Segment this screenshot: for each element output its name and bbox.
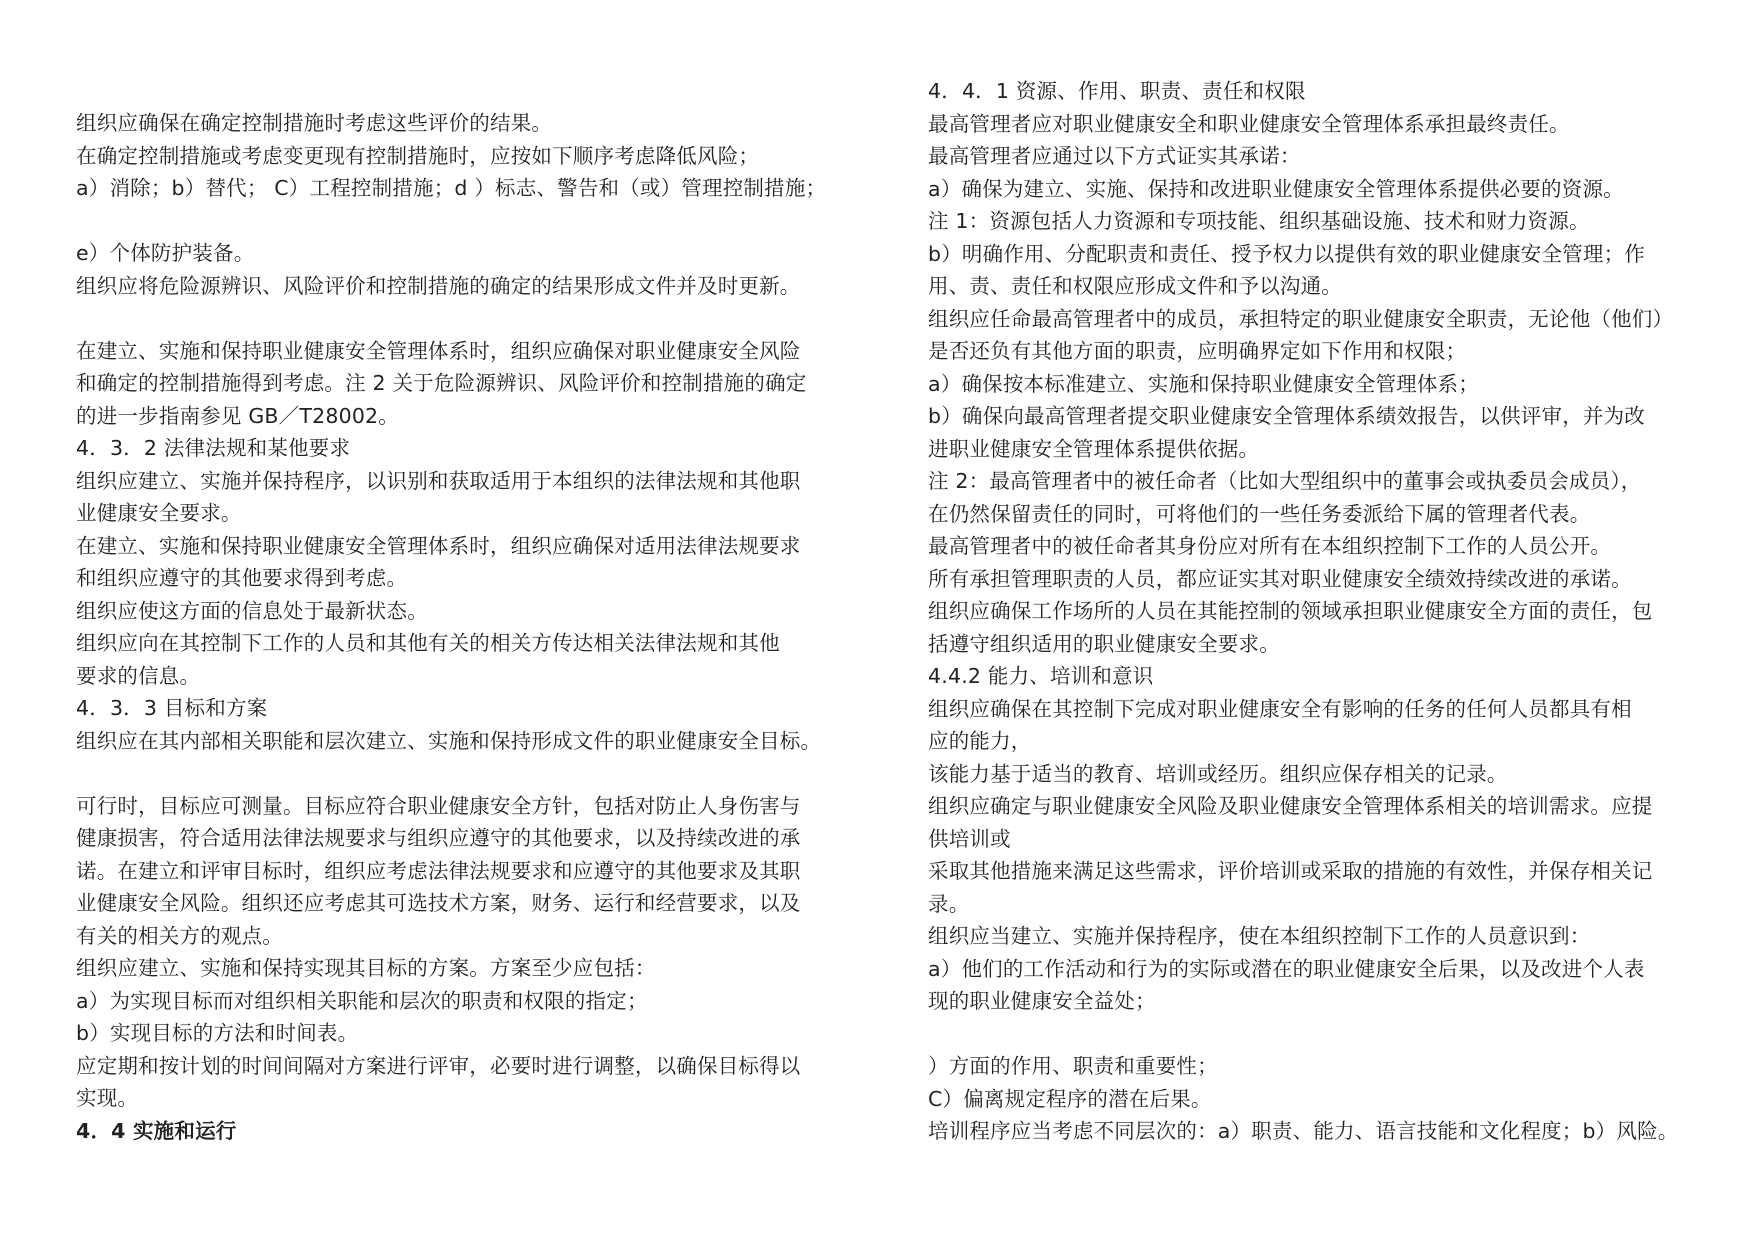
left-column bbox=[76, 107, 856, 1147]
right-column bbox=[928, 75, 1698, 1148]
text-line: b）明确作用、分配职责和责任、授予权力以提供有效的职业健康安全管理；作 bbox=[928, 241, 1646, 266]
text-line: 的进一步指南参见 GB／T28002。 bbox=[76, 403, 400, 428]
blank-line bbox=[76, 302, 856, 335]
text-line: 培训程序应当考虑不同层次的：a）职责、能力、语言技能和文化程度；b）风险。 bbox=[928, 1119, 1679, 1143]
text-line: 括遵守组织适用的职业健康安全要求。 bbox=[928, 631, 1280, 656]
text-line: 采取其他措施来满足这些需求，评价培训或采取的措施的有效性，并保存相关记 bbox=[928, 859, 1653, 883]
text-line: 组织应建立、实施并保持程序，以识别和获取适用于本组织的法律法规和其他职 bbox=[76, 468, 801, 493]
text-line: 最高管理者应通过以下方式证实其承诺： bbox=[928, 144, 1301, 168]
text-line: a）消除；b）替代； C）工程控制措施；d ）标志、警告和（或）管理控制措施； bbox=[76, 176, 827, 200]
text-line: 所有承担管理职责的人员，都应证实其对职业健康安全绩效持续改进的承诺。 bbox=[928, 566, 1632, 591]
blank-line bbox=[76, 205, 856, 238]
text-line: C）偏离规定程序的潜在后果。 bbox=[928, 1086, 1212, 1111]
text-line: 组织应确定与职业健康安全风险及职业健康安全管理体系相关的培训需求。应提 bbox=[928, 794, 1653, 818]
text-line: a）确保按本标准建立、实施和保持职业健康安全管理体系； bbox=[928, 371, 1479, 396]
section-heading: 4．4 实施和运行 bbox=[76, 1118, 237, 1143]
text-line: b）实现目标的方法和时间表。 bbox=[76, 1021, 359, 1045]
text-line: 在建立、实施和保持职业健康安全管理体系时，组织应确保对适用法律法规要求 bbox=[76, 533, 801, 558]
text-line: 应的能力， bbox=[928, 729, 1032, 753]
text-line: 在建立、实施和保持职业健康安全管理体系时，组织应确保对职业健康安全风险 bbox=[76, 338, 801, 363]
text-line: 业健康安全风险。组织还应考虑其可选技术方案，财务、运行和经营要求，以及 bbox=[76, 891, 801, 915]
text-line: 应定期和按计划的时间间隔对方案进行评审，必要时进行调整，以确保目标得以 bbox=[76, 1053, 801, 1078]
text-line: 组织应确保在其控制下完成对职业健康安全有影响的任务的任何人员都具有相 bbox=[928, 696, 1632, 721]
text-line: 组织应向在其控制下工作的人员和其他有关的相关方传达相关法律法规和其他 bbox=[76, 631, 780, 655]
text-line: 组织应在其内部相关职能和层次建立、实施和保持形成文件的职业健康安全目标。 bbox=[76, 728, 822, 753]
text-line: b）确保向最高管理者提交职业健康安全管理体系绩效报告，以供评审，并为改 bbox=[928, 404, 1646, 428]
text-line: 最高管理者应对职业健康安全和职业健康安全管理体系承担最终责任。 bbox=[928, 111, 1570, 136]
text-line: a）他们的工作活动和行为的实际或潜在的职业健康安全后果，以及改进个人表 bbox=[928, 956, 1645, 981]
blank-line bbox=[928, 1018, 1698, 1051]
text-line: a）确保为建立、实施、保持和改进职业健康安全管理体系提供必要的资源。 bbox=[928, 176, 1624, 201]
text-line: 组织应确保工作场所的人员在其能控制的领域承担职业健康安全方面的责任，包 bbox=[928, 599, 1653, 623]
text-line: e）个体防护装备。 bbox=[76, 241, 255, 265]
text-line: 最高管理者中的被任命者其身份应对所有在本组织控制下工作的人员公开。 bbox=[928, 534, 1612, 558]
text-line: 4.4.2 能力、培训和意识 bbox=[928, 664, 1154, 688]
text-line: 在仍然保留责任的同时，可将他们的一些任务委派给下属的管理者代表。 bbox=[928, 501, 1591, 526]
text-line: 该能力基于适当的教育、培训或经历。组织应保存相关的记录。 bbox=[928, 761, 1508, 786]
text-line: 组织应当建立、实施并保持程序，使在本组织控制下工作的人员意识到： bbox=[928, 924, 1591, 948]
text-line: 现的职业健康安全益处； bbox=[928, 989, 1156, 1013]
text-line: 组织应确保在确定控制措施时考虑这些评价的结果。 bbox=[76, 111, 553, 135]
text-line: 业健康安全要求。 bbox=[76, 501, 242, 525]
text-line: 进职业健康安全管理体系提供依据。 bbox=[928, 436, 1260, 461]
text-line: 用、责、责任和权限应形成文件和予以沟通。 bbox=[928, 274, 1342, 298]
text-line: 要求的信息。 bbox=[76, 663, 201, 688]
text-line: 在确定控制措施或考虑变更现有控制措施时，应按如下顺序考虑降低风险； bbox=[76, 143, 760, 168]
text-line: 可行时，目标应可测量。目标应符合职业健康安全方针，包括对防止人身伤害与 bbox=[76, 793, 801, 818]
text-line: 注 2：最高管理者中的被任命者（比如大型组织中的董事会或执委员会成员）， bbox=[928, 469, 1642, 493]
text-line: 4．3．3 目标和方案 bbox=[76, 696, 268, 720]
text-line: 组织应任命最高管理者中的成员，承担特定的职业健康安全职责，无论他（他们） bbox=[928, 306, 1674, 331]
text-line: 注 1：资源包括人力资源和专项技能、组织基础设施、技术和财力资源。 bbox=[928, 209, 1590, 233]
text-line: a）为实现目标而对组织相关职能和层次的职责和权限的指定； bbox=[76, 988, 648, 1013]
text-line: 组织应建立、实施和保持实现其目标的方案。方案至少应包括： bbox=[76, 956, 656, 980]
text-line: 是否还负有其他方面的职责，应明确界定如下作用和权限； bbox=[928, 339, 1467, 363]
text-line: 和组织应遵守的其他要求得到考虑。 bbox=[76, 566, 408, 590]
text-line: 有关的相关方的观点。 bbox=[76, 923, 283, 948]
text-line: 和确定的控制措施得到考虑。注 2 关于危险源辨识、风险评价和控制措施的确定 bbox=[76, 371, 807, 395]
text-line: 4．3．2 法律法规和某他要求 bbox=[76, 436, 351, 460]
text-line: 供培训或 bbox=[928, 826, 1011, 851]
text-line: 实现。 bbox=[76, 1086, 139, 1110]
text-line: 录。 bbox=[928, 891, 970, 916]
text-line: 4．4．1 资源、作用、职责、责任和权限 bbox=[928, 79, 1306, 103]
blank-line bbox=[76, 757, 856, 790]
text-line: 健康损害，符合适用法律法规要求与组织应遵守的其他要求，以及持续改进的承 bbox=[76, 826, 801, 850]
text-line: 组织应使这方面的信息处于最新状态。 bbox=[76, 598, 428, 623]
text-line: 组织应将危险源辨识、风险评价和控制措施的确定的结果形成文件并及时更新。 bbox=[76, 273, 801, 298]
text-line: 诺。在建立和评审目标时，组织应考虑法律法规要求和应遵守的其他要求及其职 bbox=[76, 858, 801, 883]
text-line: ）方面的作用、职责和重要性； bbox=[928, 1054, 1218, 1078]
